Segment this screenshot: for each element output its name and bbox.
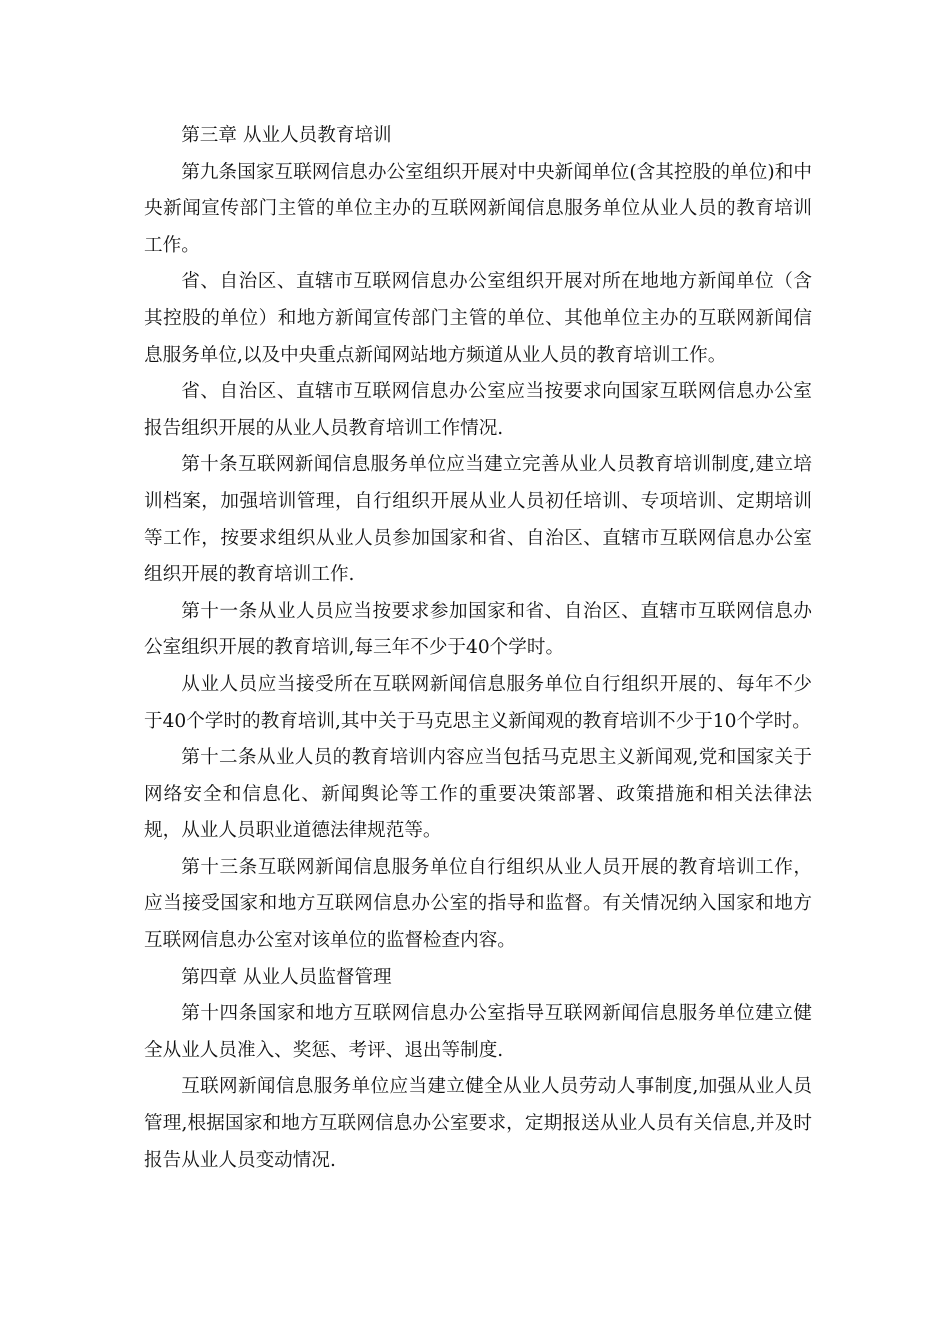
paragraph: 互联网新闻信息服务单位应当建立健全从业人员劳动人事制度,加强从业人员管理,根据国家和地方互联网信息办公室要求，定期报送从业人员有关信息,并及时报告从业人员变动情况. [144,1076,812,1171]
paragraph: 省、自治区、直辖市互联网信息办公室组织开展对所在地地方新闻单位（含其控股的单位）和地方新闻宣传部门主管的单位、其他单位主办的互联网新闻信息服务单位,以及中央重点新闻网站地方频道从业人员的教育培训工作。 [144,271,812,366]
paragraph: 第十三条互联网新闻信息服务单位自行组织从业人员开展的教育培训工作，应当接受国家和地方互联网信息办公室的指导和监督。有关情况纳入国家和地方互联网信息办公室对该单位的监督检查内容。 [144,856,812,952]
paragraph: 省、自治区、直辖市互联网信息办公室应当按要求向国家互联网信息办公室报告组织开展的从业人员教育培训工作情况. [144,381,812,439]
chapter-heading: 第三章 从业人员教育培训 [181,125,392,146]
chapter-heading: 第四章 从业人员监督管理 [181,966,392,988]
paragraph: 从业人员应当接受所在互联网新闻信息服务单位自行组织开展的、每年不少于40个学时的教育培训,其中关于马克思主义新闻观的教育培训不少于10个学时。 [144,673,812,732]
paragraph: 第十四条国家和地方互联网信息办公室指导互联网新闻信息服务单位建立健全从业人员准入、奖惩、考评、退出等制度. [144,1003,812,1061]
paragraph: 第九条国家互联网信息办公室组织开展对中央新闻单位(含其控股的单位)和中央新闻宣传部门主管的单位主办的互联网新闻信息服务单位从业人员的教育培训工作。 [144,161,812,256]
document-body [144,118,812,1179]
paragraph: 第十条互联网新闻信息服务单位应当建立完善从业人员教育培训制度,建立培训档案，加强培训管理，自行组织开展从业人员初任培训、专项培训、定期培训等工作，按要求组织从业人员参加国家和省、自治区、直辖市互联网信息办公室组织开展的教育培训工作. [144,454,812,586]
paragraph: 第十二条从业人员的教育培训内容应当包括马克思主义新闻观,党和国家关于网络安全和信息化、新闻舆论等工作的重要决策部署、政策措施和相关法律法规，从业人员职业道德法律规范等。 [144,747,812,842]
paragraph: 第十一条从业人员应当按要求参加国家和省、自治区、直辖市互联网信息办公室组织开展的教育培训,每三年不少于40个学时。 [144,600,812,659]
